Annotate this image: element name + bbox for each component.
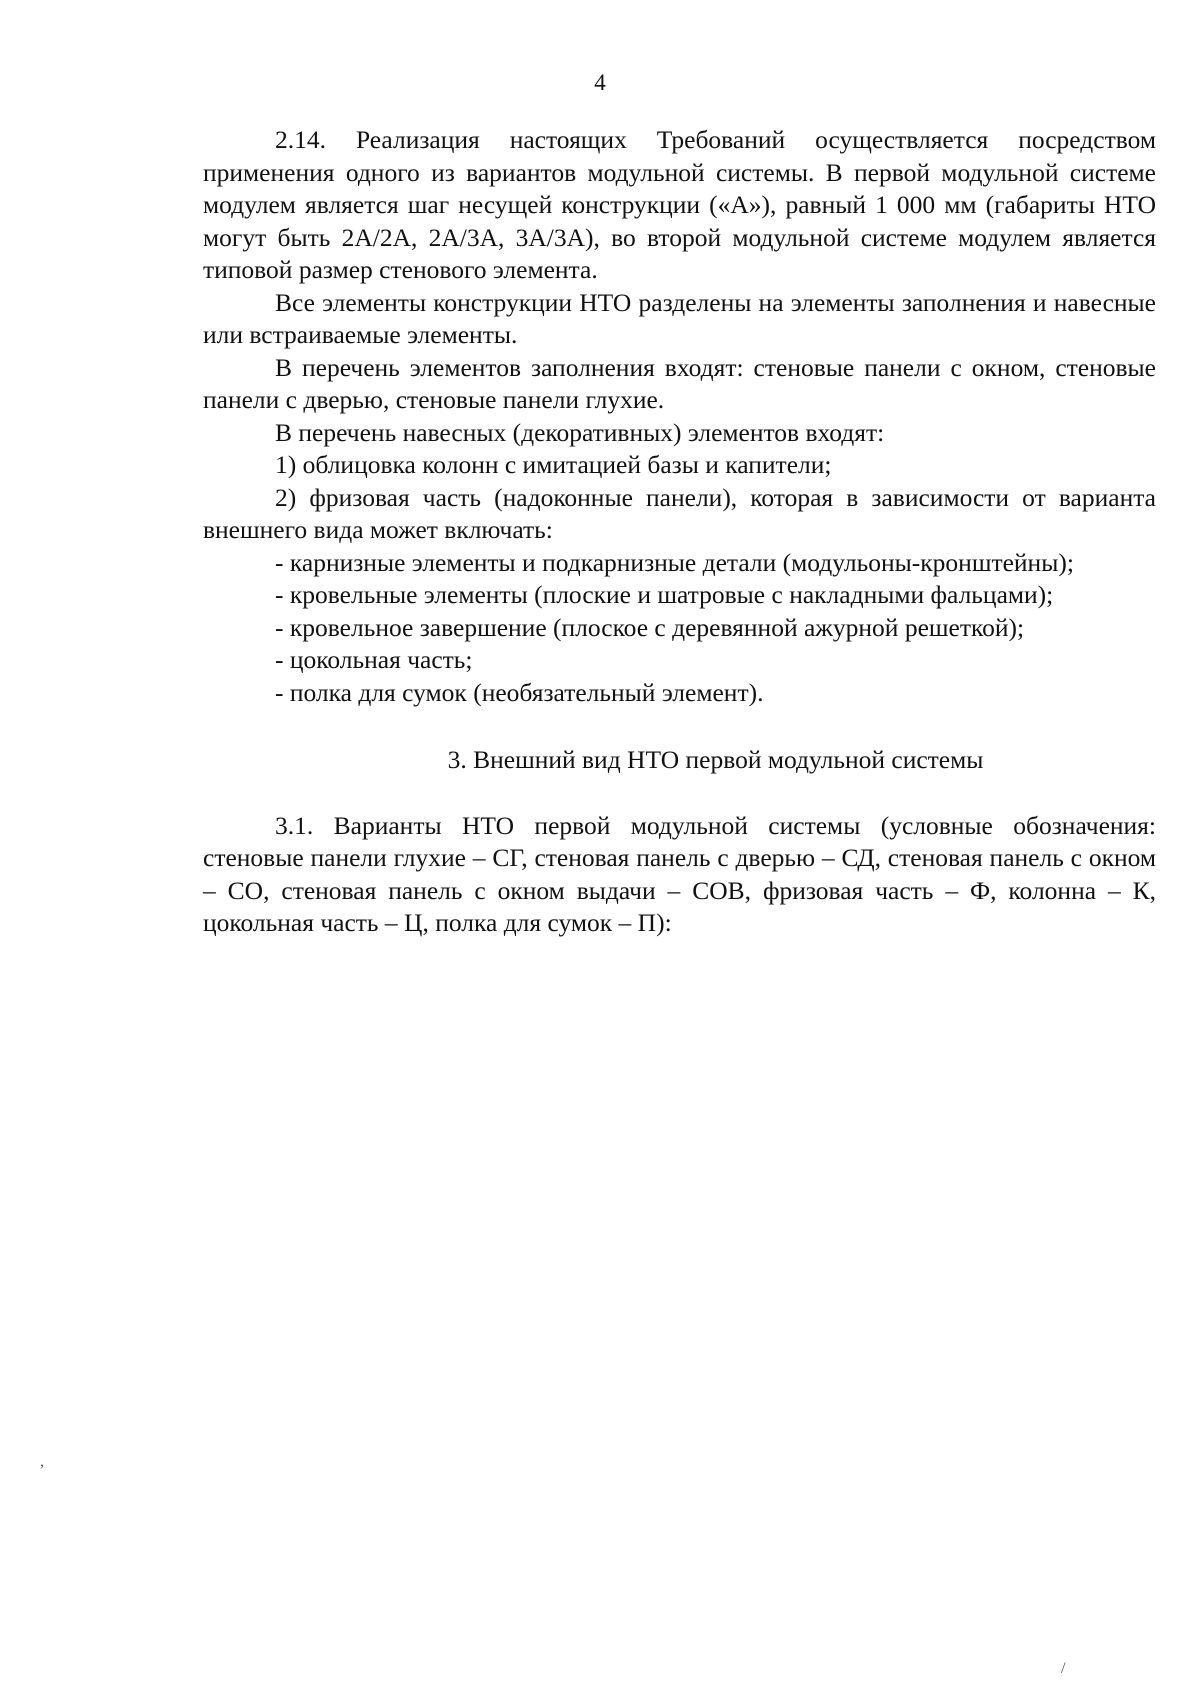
paragraph-elements-division: Все элементы конструкции НТО разделены на элементы заполнения и навесные или встраиваемые элементы. (203, 287, 1156, 349)
page-number: 4 (594, 70, 606, 95)
document-body (203, 124, 1156, 940)
list-item-2: 2) фризовая часть (надоконные панели), которая в зависимости от варианта внешнего вида может включать: (203, 482, 1156, 544)
section-heading: 3. Внешний вид НТО первой модульной системы (447, 745, 984, 774)
list-item-roof-finish: - кровельное завершение (плоское с деревянной ажурной решеткой); (275, 612, 1025, 642)
paragraph-decorative-elements-intro: В перечень навесных (декоративных) элементов входят: (275, 417, 885, 447)
list-item-cornice: - карнизные элементы и подкарнизные детали (модульоны-кронштейны); (275, 547, 1074, 577)
scan-mark: / (1061, 1660, 1066, 1677)
list-item-1: 1) облицовка колонн с имитацией базы и капители; (275, 450, 832, 479)
list-item-plinth: - цокольная часть; (275, 645, 473, 674)
list-item-bag-shelf: - полка для сумок (необязательный элемент). (275, 677, 764, 707)
paragraph-3-1: 3.1. Варианты НТО первой модульной системы (условные обозначения: стеновые панели глухие – СГ, стеновая панель с дверью – СД, стеновая панель с окном – СО, стеновая панель с окном выдачи – СОВ, фризовая часть – Ф, колонна – К, цокольная часть – Ц, полка для сумок – П): (203, 810, 1156, 937)
list-item-roof-elements: - кровельные элементы (плоские и шатровые с накладными фальцами); (275, 580, 1054, 609)
paragraph-fill-elements: В перечень элементов заполнения входят: стеновые панели с окном, стеновые панели с дверью, стеновые панели глухие. (203, 352, 1156, 414)
scan-mark: , (40, 1453, 44, 1470)
paragraph-2-14: 2.14. Реализация настоящих Требований осуществляется посредством применения одного из вариантов модульной системы. В первой модульной системе модулем является шаг несущей конструкции («А»), равный 1 000 мм (габариты НТО могут быть 2А/2А, 2А/3А, 3А/3А), во второй модульной системе модулем является типовой размер стенового элемента. (203, 125, 1156, 284)
